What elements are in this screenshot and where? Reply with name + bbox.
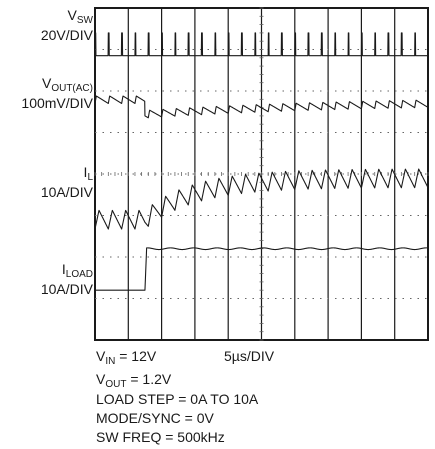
note-sw-freq: SW FREQ = 500kHz: [96, 429, 225, 445]
vout-main: V: [96, 371, 106, 387]
vsw-name-sub: SW: [76, 15, 93, 26]
vout-scale: 100mV/DIV: [21, 95, 93, 111]
vsw-name-main: V: [67, 7, 77, 23]
channel-label-vsw: [41, 8, 93, 43]
time-per-div-label: 5µs/DIV: [224, 348, 275, 364]
note-vin: [96, 349, 156, 369]
note-load-step: LOAD STEP = 0A TO 10A: [96, 391, 259, 407]
il-name-main: I: [83, 164, 88, 180]
vin-rest: = 12V: [115, 348, 157, 364]
note-vout: [96, 372, 171, 392]
iload-name-sub: LOAD: [65, 269, 93, 280]
vout-name-sub: OUT(AC): [51, 83, 93, 94]
note-mode-sync: MODE/SYNC = 0V: [96, 410, 214, 426]
iload-scale: 10A/DIV: [40, 281, 93, 297]
iload-name-main: I: [61, 261, 66, 277]
channel-label-il: [41, 165, 93, 200]
vout-sub: OUT: [105, 379, 127, 390]
vout-name-main: V: [41, 75, 52, 91]
channel-label-iload: [41, 262, 93, 297]
vsw-scale: 20V/DIV: [40, 27, 93, 43]
il-name-sub: L: [87, 172, 93, 183]
vin-main: V: [96, 348, 106, 364]
il-scale: 10A/DIV: [40, 184, 93, 200]
vin-sub: IN: [105, 356, 116, 367]
channel-label-vout: [21, 76, 93, 111]
vout-rest: = 1.2V: [126, 371, 172, 387]
